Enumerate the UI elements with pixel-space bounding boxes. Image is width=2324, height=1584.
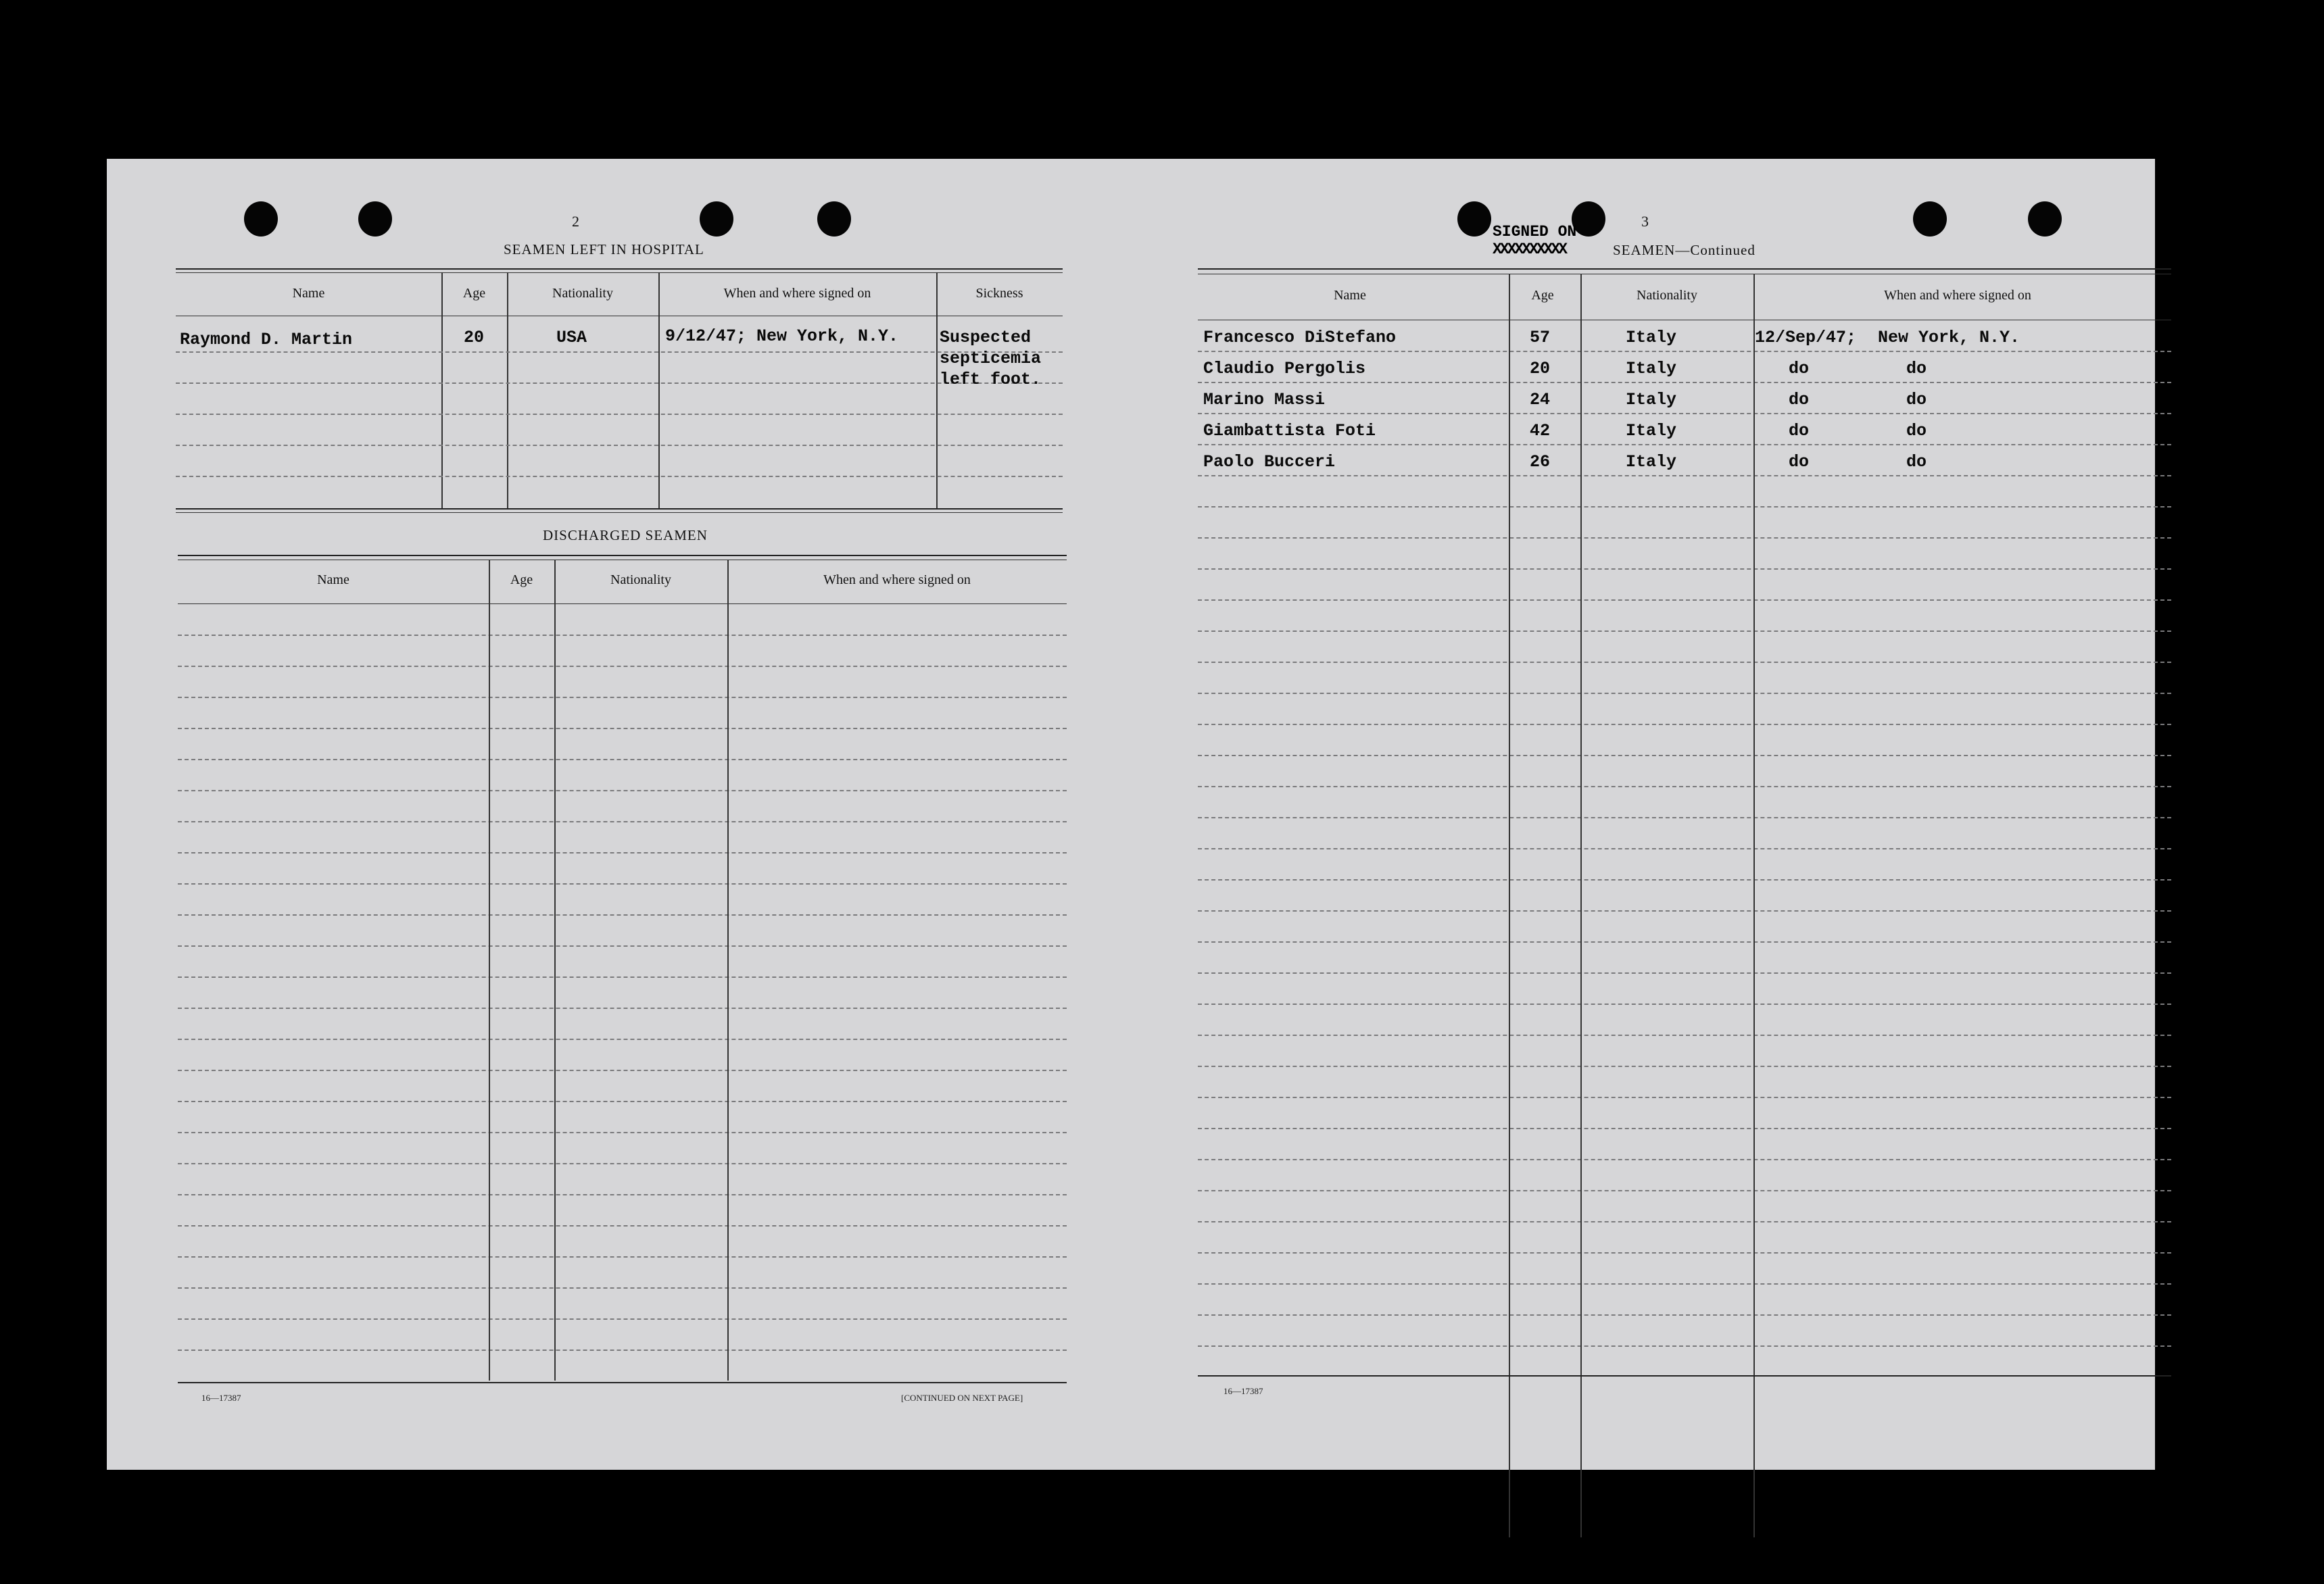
seaman-nationality: Italy	[1626, 452, 1677, 472]
ruled-line	[1198, 1190, 2171, 1191]
ruled-line	[1198, 1252, 2171, 1254]
left-page	[107, 159, 1087, 1470]
seaman-name: Claudio Pergolis	[1203, 359, 1366, 378]
discharged-header-age: Age	[510, 572, 533, 587]
signed-on-where: do	[1906, 452, 1927, 472]
ruled-line	[178, 728, 1067, 729]
ruled-line	[178, 790, 1067, 791]
hospital-age: 20	[464, 328, 485, 347]
header-signed-on: When and where signed on	[1884, 288, 2031, 303]
ruled-line	[1198, 693, 2171, 694]
hospital-signed-on: 9/12/47; New York, N.Y.	[665, 326, 899, 346]
ruled-line	[1198, 475, 2171, 476]
seaman-name: Marino Massi	[1203, 390, 1326, 410]
document-sheet	[107, 159, 2155, 1470]
ruled-line	[178, 1256, 1067, 1258]
signed-on-when: 12/Sep/47;	[1755, 328, 1857, 347]
title-overtype: SIGNED ON	[1493, 223, 1577, 241]
ruled-line	[178, 821, 1067, 822]
ruled-line	[178, 697, 1067, 698]
ruled-line	[1198, 444, 2171, 445]
ruled-line	[178, 945, 1067, 947]
ruled-line	[1198, 1159, 2171, 1160]
seaman-age: 26	[1530, 452, 1551, 472]
ruled-line	[1198, 630, 2171, 632]
ruled-line	[1198, 599, 2171, 601]
seaman-name: Francesco DiStefano	[1203, 328, 1397, 347]
ruled-line	[178, 759, 1067, 760]
page-number: 2	[572, 213, 579, 230]
hospital-header-signed-on: When and where signed on	[723, 286, 871, 301]
ruled-line	[1198, 817, 2171, 818]
hospital-section-title: SEAMEN LEFT IN HOSPITAL	[504, 241, 704, 257]
ruled-line	[1198, 1004, 2171, 1005]
seaman-age: 57	[1530, 328, 1551, 347]
ruled-line	[178, 1287, 1067, 1289]
ruled-line	[1198, 848, 2171, 849]
signed-on-when: do	[1789, 452, 1810, 472]
ruled-line	[178, 883, 1067, 885]
form-number: 16—17387	[201, 1393, 241, 1403]
ruled-line	[1198, 413, 2171, 414]
header-nationality: Nationality	[1637, 288, 1697, 303]
hospital-name: Raymond D. Martin	[180, 330, 353, 349]
signed-on-where: do	[1906, 421, 1927, 441]
ruled-line	[1198, 972, 2171, 974]
title-struck-word: XXXXXXXXXX	[1493, 241, 1566, 258]
seaman-nationality: Italy	[1626, 328, 1677, 347]
hospital-header-sickness: Sickness	[975, 286, 1023, 301]
hospital-header-name: Name	[292, 286, 325, 301]
seaman-nationality: Italy	[1626, 421, 1677, 441]
ruled-line	[1198, 537, 2171, 539]
ruled-line	[178, 1318, 1067, 1320]
signed-on-when: do	[1789, 421, 1810, 441]
page-number: 3	[1641, 213, 1649, 230]
signed-on-where: New York, N.Y.	[1878, 328, 2020, 347]
ruled-line	[178, 976, 1067, 978]
ruled-line	[1198, 662, 2171, 663]
discharged-header-nationality: Nationality	[610, 572, 671, 587]
ruled-line	[1198, 1345, 2171, 1347]
ruled-line	[178, 1163, 1067, 1164]
form-number: 16—17387	[1224, 1386, 1263, 1396]
hospital-header-age: Age	[462, 286, 486, 301]
signed-on-when: do	[1789, 390, 1810, 410]
signed-on-where: do	[1906, 390, 1927, 410]
ruled-line	[1198, 1128, 2171, 1129]
ruled-line	[1198, 1097, 2171, 1098]
ruled-line	[178, 1008, 1067, 1009]
ruled-line	[1198, 1314, 2171, 1316]
ruled-line	[1198, 755, 2171, 756]
header-age: Age	[1531, 288, 1554, 303]
ruled-line	[1198, 351, 2171, 352]
ruled-line	[178, 1132, 1067, 1133]
seaman-nationality: Italy	[1626, 390, 1677, 410]
hospital-sickness-line: septicemia	[940, 349, 1042, 368]
ruled-line	[1198, 941, 2171, 943]
signed-on-when: do	[1789, 359, 1810, 378]
right-page	[1121, 159, 2155, 1470]
ruled-line	[178, 666, 1067, 667]
ruled-line	[1198, 879, 2171, 881]
ruled-line	[1198, 1221, 2171, 1222]
ruled-line	[178, 1350, 1067, 1351]
ruled-line	[178, 914, 1067, 916]
hospital-nationality: USA	[556, 328, 587, 347]
continued-note: [CONTINUED ON NEXT PAGE]	[901, 1393, 1023, 1403]
ruled-line	[1198, 1283, 2171, 1285]
seaman-age: 24	[1530, 390, 1551, 410]
hospital-header-nationality: Nationality	[552, 286, 613, 301]
seaman-name: Paolo Bucceri	[1203, 452, 1336, 472]
ruled-line	[1198, 1066, 2171, 1067]
ruled-line	[178, 1039, 1067, 1040]
ruled-line	[178, 1225, 1067, 1227]
discharged-section-title: DISCHARGED SEAMEN	[543, 527, 708, 543]
ruled-line	[178, 1101, 1067, 1102]
discharged-header-name: Name	[317, 572, 349, 587]
section-title	[1493, 223, 1763, 264]
ruled-line	[178, 1194, 1067, 1195]
ruled-line	[1198, 1035, 2171, 1036]
ruled-line	[178, 635, 1067, 636]
ruled-line	[1198, 724, 2171, 725]
ruled-line	[1198, 382, 2171, 383]
ruled-line	[178, 1070, 1067, 1071]
header-name: Name	[1334, 288, 1366, 303]
signed-on-where: do	[1906, 359, 1927, 378]
seaman-nationality: Italy	[1626, 359, 1677, 378]
ruled-line	[1198, 568, 2171, 570]
seaman-name: Giambattista Foti	[1203, 421, 1376, 441]
hospital-sickness-line: left foot.	[940, 370, 1042, 389]
ruled-line	[178, 852, 1067, 853]
ruled-line	[1198, 786, 2171, 787]
hospital-sickness-line: Suspected	[940, 328, 1032, 347]
ruled-line	[1198, 910, 2171, 912]
ruled-line	[1198, 506, 2171, 508]
seaman-age: 20	[1530, 359, 1551, 378]
discharged-header-signed-on: When and where signed on	[823, 572, 971, 587]
seaman-age: 42	[1530, 421, 1551, 441]
title-suffix: SEAMEN—Continued	[1613, 242, 1756, 258]
